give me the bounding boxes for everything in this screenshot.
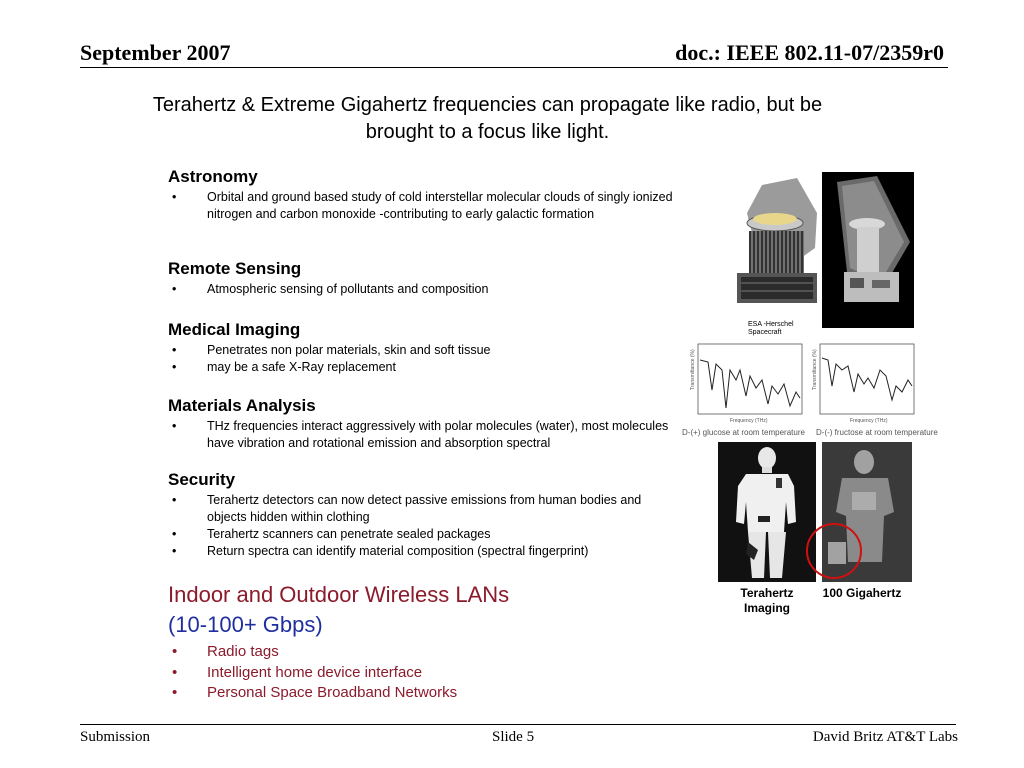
spacecraft-image-light [727,173,820,313]
bullet-marker: • [172,544,177,558]
glucose-caption: D-(+) glucose at room temperature [682,428,805,437]
bullet-text: Penetrates non polar materials, skin and soft tissue [207,343,491,357]
terahertz-caption-line2: Imaging [743,601,790,615]
list-item [168,663,648,684]
footer-divider [80,724,956,725]
bullet-text: THz frequencies interact aggressively with polar molecules (water), most molecules have vibration and rotational emission and absorption spectral [207,419,669,450]
bullet-list [168,492,673,560]
terahertz-body-image [718,442,816,582]
bullet-text: may be a safe X-Ray replacement [207,360,396,374]
section-title: Astronomy [168,167,258,186]
fructose-ylabel: Transmittance (%) [812,349,818,390]
list-item [168,359,673,376]
section-title: Remote Sensing [168,259,302,278]
bullet-marker: • [172,643,178,660]
bullet-text: Intelligent home device interface [207,663,423,681]
bullet-marker: • [172,282,177,296]
bullet-text: Atmospheric sensing of pollutants and composition [207,282,489,296]
bullet-marker: • [172,360,177,374]
wlan-rate: (10-100+ Gbps) [168,612,323,637]
bullet-marker: • [172,527,177,541]
bullet-list [168,281,673,298]
bullet-text: Terahertz scanners can penetrate sealed packages [207,527,491,541]
list-item [168,492,673,526]
bullet-text: Return spectra can identify material composition (spectral fingerprint) [207,544,589,558]
section-title: Materials Analysis [168,396,316,415]
section-astronomy [168,167,673,223]
footer-author: David Britz AT&T Labs [812,729,958,745]
bullet-marker: • [172,493,177,507]
list-item [168,281,673,298]
list-item [168,683,648,704]
fructose-xlabel: Frequency (THz) [850,418,888,424]
footer-submission: Submission [80,729,151,745]
highlight-circle [803,521,865,583]
list-item [168,418,673,452]
bullet-marker: • [172,684,178,701]
fructose-caption: D-(-) fructose at room temperature [816,428,938,437]
section-title: Security [168,470,236,489]
spacecraft-caption-line1: ESA -Herschel [748,321,794,328]
section-medical-imaging [168,320,673,376]
spacecraft-caption-line2: Spacecraft [748,329,782,336]
wlan-bullet-list [168,642,648,704]
header-divider [80,67,948,68]
bullet-marker: • [172,343,177,357]
list-item [168,189,673,223]
bullet-text: Personal Space Broadband Networks [207,684,458,701]
fructose-spectrum-image [806,340,918,438]
section-title: Medical Imaging [168,320,301,339]
terahertz-caption-line1: Terahertz [740,586,794,600]
spacecraft-image-dark [822,172,914,328]
bullet-marker: • [172,663,178,681]
bullet-marker: • [172,190,177,204]
bullet-list [168,418,673,452]
section-materials-analysis [168,396,673,452]
spacecraft-caption [748,321,818,337]
glucose-spectrum-image [680,340,806,438]
list-item [168,543,673,560]
slide-headline: Terahertz & Extreme Gigahertz frequencies can propagate like radio, but be brought to a focus like light. [152,94,823,143]
terahertz-caption [724,586,810,616]
list-item [168,642,648,663]
footer-slide-number: Slide 5 [492,729,535,745]
header-date: September 2007 [80,40,231,65]
bullet-list [168,342,673,376]
list-item [168,342,673,359]
glucose-xlabel: Frequency (THz) [730,418,768,424]
bullet-text: Radio tags [207,643,279,660]
list-item [168,526,673,543]
header-doc-id: doc.: IEEE 802.11-07/2359r0 [675,40,944,65]
bullet-marker: • [172,419,177,433]
bullet-list [168,189,673,223]
bullet-text: Orbital and ground based study of cold interstellar molecular clouds of singly ionized nitrogen and carbon monoxide -contributing to early galactic formation [207,190,673,221]
glucose-ylabel: Transmittance (%) [690,349,696,390]
section-remote-sensing [168,259,673,298]
wlan-title: Indoor and Outdoor Wireless LANs [168,582,510,607]
section-security [168,470,673,560]
bullet-text: Terahertz detectors can now detect passive emissions from human bodies and objects hidden within clothing [207,493,642,524]
gigahertz-caption: 100 Gigahertz [822,586,902,600]
